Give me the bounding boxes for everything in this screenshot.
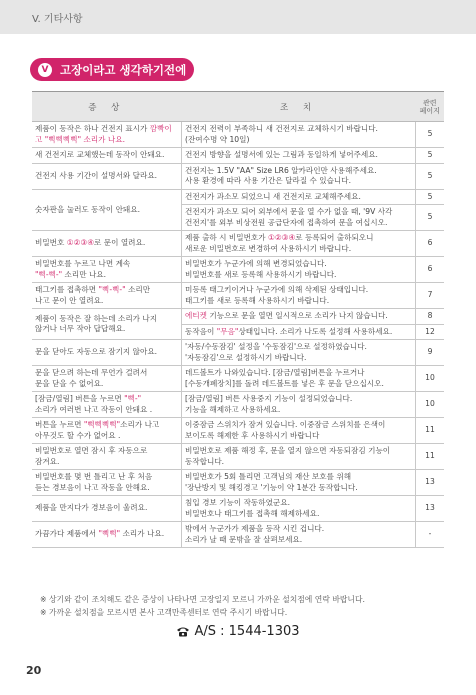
symptom-cell: 건전지 사용 기간이 설명서와 달라요. — [32, 163, 182, 189]
highlight-text: ①②③④ — [66, 238, 94, 248]
phone-text: A/S : 1544-1303 — [194, 624, 300, 639]
action-cell: 건전지가 과소모 되었으니 새 건전지로 교체해주세요. — [182, 189, 416, 205]
symptom-cell: 비밀번호를 누르고 나면 계속 "삑-삑-" 소리만 나요. — [32, 257, 182, 283]
page-cell: 12 — [416, 324, 445, 340]
symptom-cell: 비밀번호로 열면 잠시 후 자동으로 잠겨요. — [32, 444, 182, 470]
highlight-text: "삑-삑-" — [35, 269, 63, 279]
page-cell: 11 — [416, 418, 445, 444]
table-row — [32, 122, 444, 148]
action-cell: 비밀번호가 누군가에 의해 변경되었습니다. 비밀번호를 새로 등록해 사용하시기 바랍니다. — [182, 257, 416, 283]
symptom-cell: 비밀번호 ①②③④로 문이 열려요. — [32, 231, 182, 257]
page-cell: 10 — [416, 392, 445, 418]
note-line: ※ 가까운 설치점을 모르시면 본사 고객만족센터로 연락 주시기 바랍니다. — [40, 608, 288, 617]
section-label: V. 기타사항 — [32, 14, 83, 25]
page-cell: 6 — [416, 257, 445, 283]
action-cell: 밖에서 누군가가 제품을 등작 시킨 겁니다. 소리가 날 때 문밖을 잘 살펴보세요. — [182, 522, 416, 548]
section-title-text: 고장이라고 생각하기전에 — [60, 62, 187, 77]
table-row — [32, 148, 444, 164]
notes — [40, 593, 365, 619]
section-badge: V — [38, 63, 52, 77]
page-cell: 5 — [416, 148, 445, 164]
troubleshooting-table — [32, 91, 444, 548]
page-cell: 13 — [416, 470, 445, 496]
highlight-text: 에티켓 — [185, 311, 208, 320]
symptom-cell: [잠금/열림] 버튼을 누르면 "삑-" 소리가 여러번 나고 작동이 안돼요 . — [32, 392, 182, 418]
symptom-cell: 태그키를 접촉하면 "삑-삑-" 소리만 나고 문이 안 열려요. — [32, 283, 182, 309]
symptom-cell: 제품이 동작은 하나 건전지 표시가 깜빡이고 "삑삑삑삑" 소리가 나요. — [32, 122, 182, 148]
section-title — [30, 58, 194, 81]
action-cell: 건전지 전력이 부족하니 새 건전지로 교체하시기 바랍니다. (잔여수명 약 10일) — [182, 122, 416, 148]
symptom-cell: 버튼을 누르면 "삑삑삑삑"소리가 나고 아무것도 할 수가 없어요 . — [32, 418, 182, 444]
table-row — [32, 418, 444, 444]
table-row — [32, 496, 444, 522]
page-cell: 5 — [416, 163, 445, 189]
table-row — [32, 231, 444, 257]
note-line: ※ 상기와 같이 조치해도 같은 증상이 나타나면 고장일지 모르니 가까운 설치점에 연락 바랍니다. — [40, 595, 365, 604]
action-cell: 건전지가 과소모 되어 외부에서 문을 열 수가 없을 때, '9V 사각 건전지'를 외부 비상전원 공급단자에 접촉하여 문을 여십시오. — [182, 205, 416, 231]
table-row — [32, 283, 444, 309]
action-cell: 이중잠금 스위치가 잠겨 있습니다. 이중잠금 스위치를 은색이 보이도록 해제한 후 사용하시기 바랍니다 — [182, 418, 416, 444]
action-cell: '자동/수동잠김' 설정을 '수동잠김'으로 설정하였습니다. '자동잠김'으로 설정하시기 바랍니다. — [182, 340, 416, 366]
action-cell: 건전지는 1.5V "AA" Size LR6 알카라인만 사용해주세요. 사용 환경에 따라 사용 기간은 달라질 수 있습니다. — [182, 163, 416, 189]
symptom-cell: 제품을 만지다가 경보음이 울려요. — [32, 496, 182, 522]
action-cell: 침입 경보 기능이 작동하였군요. 비밀번호나 태그키를 접촉해 해제하세요. — [182, 496, 416, 522]
page-cell: 5 — [416, 205, 445, 231]
symptom-cell: 가끔가다 제품에서 "삑삑" 소리가 나요. — [32, 522, 182, 548]
table-row — [32, 309, 444, 325]
table-row — [32, 444, 444, 470]
page-cell: 10 — [416, 366, 445, 392]
page-cell: 5 — [416, 122, 445, 148]
table-row — [32, 470, 444, 496]
highlight-text: ①②③④ — [268, 233, 296, 242]
symptom-header: 증 상 — [32, 92, 182, 122]
action-cell: 데드볼트가 나와있습니다. [잠금/열림]버튼을 누르거나 [수동개폐장치]를 돌려 데드볼트를 넣은 후 문을 닫으십시오. — [182, 366, 416, 392]
highlight-text: "삑-삑-" — [98, 285, 126, 294]
highlight-text: "삑삑" — [98, 529, 121, 539]
action-cell: 비밀번호로 제품 해정 후, 문을 열지 않으면 자동되잠김 기능이 동작합니다. — [182, 444, 416, 470]
page-header: 관련 페이지 — [416, 92, 445, 122]
highlight-text: "무음" — [216, 326, 239, 336]
table-row — [32, 366, 444, 392]
symptom-cell: 새 건전지로 교체했는데 동작이 안돼요. — [32, 148, 182, 164]
page-cell: 5 — [416, 189, 445, 205]
action-cell: 에티켓 기능으로 문을 열면 일시적으로 소리가 나지 않습니다. — [182, 309, 416, 325]
as-phone — [0, 624, 476, 639]
table-row — [32, 189, 444, 205]
table-row — [32, 522, 444, 548]
page-cell: - — [416, 522, 445, 548]
page-cell: 8 — [416, 309, 445, 325]
table-row — [32, 163, 444, 189]
page-cell: 11 — [416, 444, 445, 470]
action-cell: 미등록 태그키이거나 누군가에 의해 삭제된 상태입니다. 태그키를 새로 등록해 사용하시기 바랍니다. — [182, 283, 416, 309]
highlight-text: 깜빡이고 "삑삑삑삑" 소리가 나요. — [35, 124, 172, 144]
action-cell: 제품 출하 시 비밀번호가 ①②③④로 등록되어 출하되오니 새로운 비밀번호로 변경하여 사용하시기 바랍니다. — [182, 231, 416, 257]
action-cell: 비밀번호가 5회 틀리면 고객님의 재산 보호를 위해 '장난방지 및 해킹경고 '기능이 약 1분간 동작합니다. — [182, 470, 416, 496]
symptom-cell: 숫자판을 눌러도 동작이 안돼요. — [32, 189, 182, 231]
phone-icon — [176, 626, 190, 637]
symptom-cell: 문을 닫아도 자동으로 잠기지 않아요. — [32, 340, 182, 366]
symptom-cell: 비밀번호를 몇 번 틀리고 난 후 처음 듣는 경보음이 나고 작동을 안해요. — [32, 470, 182, 496]
table-row — [32, 340, 444, 366]
page-cell: 7 — [416, 283, 445, 309]
action-cell: [잠금/열림] 버튼 사용중지 기능이 설정되었습니다. 기능을 해제하고 사용하세요. — [182, 392, 416, 418]
table-row — [32, 392, 444, 418]
highlight-text: "삑삑삑삑" — [83, 420, 121, 429]
page-cell: 6 — [416, 231, 445, 257]
page-cell: 13 — [416, 496, 445, 522]
page-cell: 9 — [416, 340, 445, 366]
page-number: 20 — [26, 664, 42, 677]
action-cell: 동작음이 "무음"상태입니다. 소리가 나도록 설정해 사용하세요. — [182, 324, 416, 340]
highlight-text: "삑-" — [124, 394, 142, 403]
action-header: 조 치 — [182, 92, 416, 122]
action-cell: 건전지 방향을 설명서에 있는 그림과 동일하게 넣어주세요. — [182, 148, 416, 164]
symptom-cell: 제품이 동작은 잘 하는데 소리가 나지 않거나 너무 작아 답답해요. — [32, 309, 182, 340]
symptom-cell: 문을 닫으려 하는데 무언가 걸려서 문을 닫을 수 없어요. — [32, 366, 182, 392]
table-row — [32, 257, 444, 283]
